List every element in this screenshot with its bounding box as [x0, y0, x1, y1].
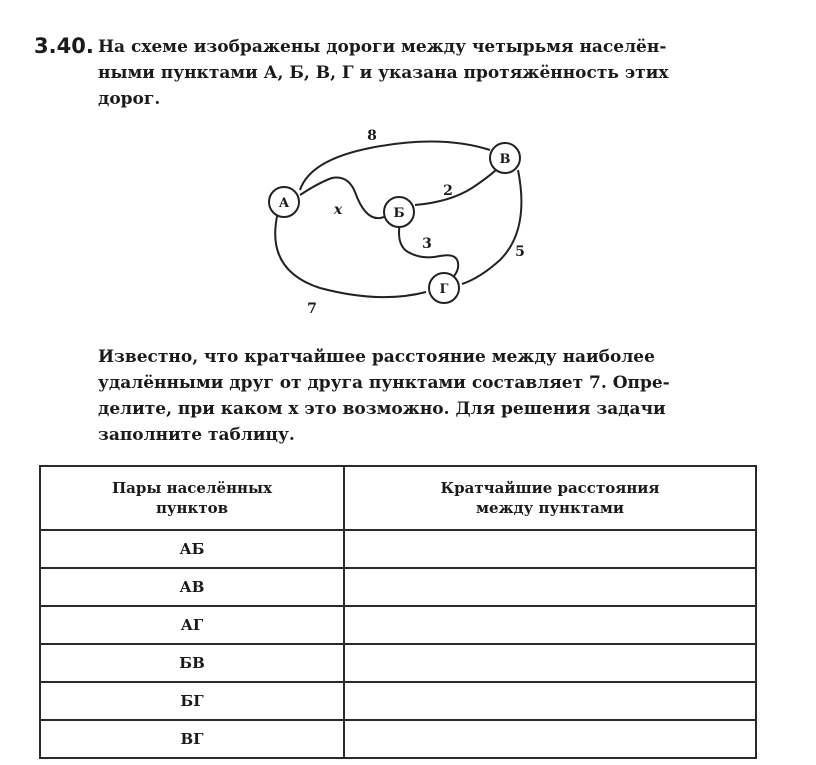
table-header-row	[40, 466, 756, 530]
header-pairs-line: пунктов	[155, 499, 229, 517]
header-distances-line: между пунктами	[475, 499, 625, 517]
distance-cell[interactable]	[344, 644, 756, 682]
table-row	[40, 530, 756, 568]
body-line: удалёнными друг от друга пунктами составляет 7. Опре-	[98, 373, 670, 393]
pair-cell: АБ	[40, 530, 344, 568]
node-b-label: Б	[393, 206, 405, 221]
answer-table	[39, 465, 757, 759]
body-line: заполните таблицу.	[98, 425, 295, 445]
problem-intro	[98, 34, 758, 112]
distance-cell[interactable]	[344, 568, 756, 606]
intro-line: На схеме изображены дороги между четырьмя населён-	[98, 37, 667, 57]
distance-cell[interactable]	[344, 606, 756, 644]
intro-line: дорог.	[98, 89, 161, 109]
road-diagram	[250, 120, 550, 320]
node-v-label: В	[499, 152, 511, 167]
road-b-v	[415, 168, 498, 205]
distance-cell[interactable]	[344, 530, 756, 568]
pair-cell: ВГ	[40, 720, 344, 758]
road-a-v	[300, 141, 490, 190]
table-row	[40, 644, 756, 682]
header-pairs-line: Пары населённых	[111, 479, 273, 497]
node-a-label: А	[278, 196, 290, 211]
table-row	[40, 568, 756, 606]
header-distances-line: Кратчайшие расстояния	[440, 479, 660, 497]
pair-cell: АГ	[40, 606, 344, 644]
table-row	[40, 720, 756, 758]
edge-label-bv: 2	[443, 183, 453, 199]
node-g-label: Г	[439, 282, 449, 297]
edge-label-bg: 3	[422, 236, 432, 252]
edge-label-vg: 5	[515, 244, 525, 260]
distance-cell[interactable]	[344, 720, 756, 758]
pair-cell: БВ	[40, 644, 344, 682]
body-line: делите, при каком x это возможно. Для решения задачи	[98, 399, 666, 419]
pair-cell: АВ	[40, 568, 344, 606]
body-line: Известно, что кратчайшее расстояние между наиболее	[98, 347, 655, 367]
pair-cell: БГ	[40, 682, 344, 720]
header-pairs	[40, 466, 344, 530]
intro-line: ными пунктами А, Б, В, Г и указана протяжённость этих	[98, 63, 669, 83]
problem-number: 3.40.	[34, 34, 94, 58]
distance-cell[interactable]	[344, 682, 756, 720]
edge-label-av: 8	[367, 128, 377, 144]
problem-body	[98, 344, 760, 448]
table-row	[40, 606, 756, 644]
edge-label-ag: 7	[307, 301, 317, 317]
edge-label-ab: x	[333, 202, 343, 218]
road-v-g	[462, 170, 521, 284]
header-distances	[344, 466, 756, 530]
table-row	[40, 682, 756, 720]
